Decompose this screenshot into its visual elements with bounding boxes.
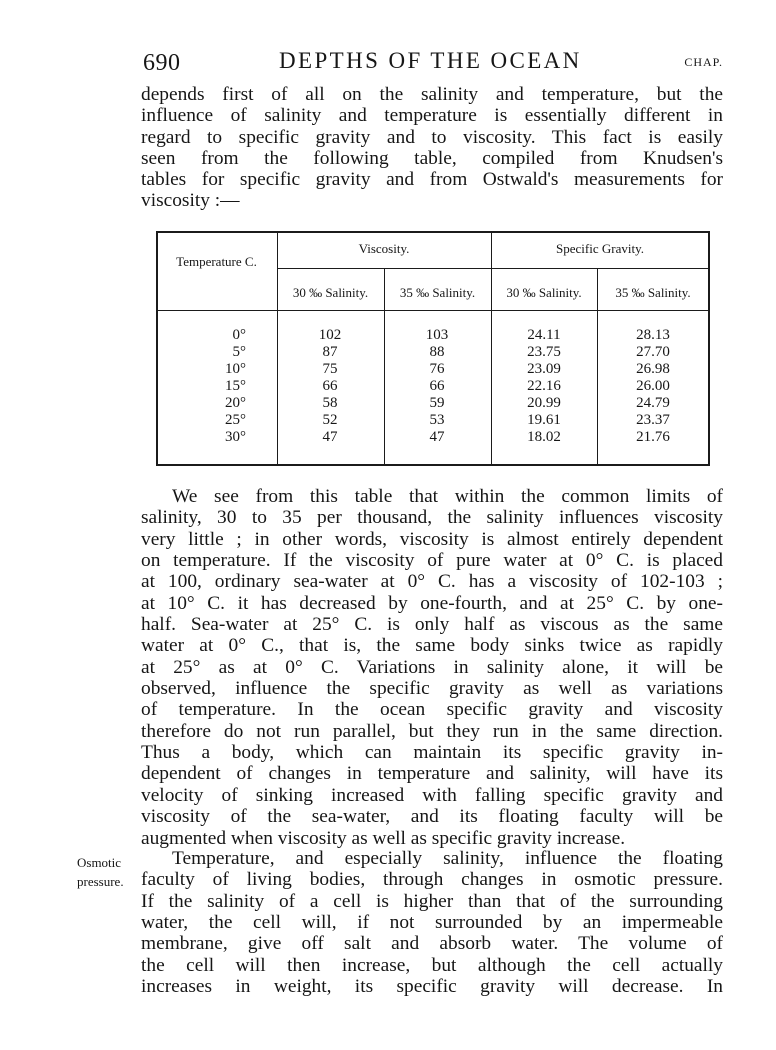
cell-visc-30: 66 (322, 378, 338, 394)
cell-visc-35: 47 (429, 429, 445, 445)
cell-sg-30: 19.61 (527, 412, 561, 428)
text-line: water at 0° C., that is, the same body sinks twice as rapidly (141, 635, 723, 657)
cell-sg-30: 23.75 (527, 344, 561, 360)
text-line: therefore do not run parallel, but they run in the same direction. (141, 720, 723, 742)
cell-visc-30: 102 (318, 327, 342, 343)
table-subheader-rule (277, 268, 709, 269)
text-line: the cell will then increase, but although the cell actually (141, 954, 723, 976)
cell-sg-35: 26.00 (636, 378, 670, 394)
table-row (156, 429, 710, 447)
running-title: DEPTHS OF THE OCEAN (279, 48, 582, 73)
text-line: at 100, ordinary sea-water at 0° C. has a viscosity of 102-103 ; (141, 571, 723, 593)
table-header-rule (156, 310, 710, 311)
cell-visc-30: 58 (322, 395, 338, 411)
table-row (156, 412, 710, 430)
col-header-visc-35: 35 ‰ Salinity. (399, 285, 476, 300)
margin-note-osmotic-pressure (77, 853, 139, 891)
table-bottom-rule (156, 464, 710, 466)
cell-sg-35: 26.98 (636, 361, 670, 377)
text-line: water, the cell will, if not surrounded by an impermeable (141, 912, 723, 934)
cell-temperature: 25° (225, 412, 246, 428)
cell-temperature: 15° (225, 378, 246, 394)
text-line: viscosity :— (141, 190, 240, 212)
table-row (156, 361, 710, 379)
cell-visc-35: 66 (429, 378, 445, 394)
text-line: viscosity of the sea-water, and its floating faculty will be (141, 806, 723, 828)
table-row (156, 395, 710, 413)
cell-temperature: 5° (232, 344, 246, 360)
text-line: of temperature. In the ocean specific gravity and viscosity (141, 699, 723, 721)
text-line: very little ; in other words, viscosity is almost entirely dependent (141, 528, 723, 550)
text-line: observed, influence the specific gravity as well as variations (141, 678, 723, 700)
table-row (156, 327, 710, 345)
page-header (143, 46, 723, 76)
text-line: depends first of all on the salinity and temperature, but the (141, 84, 723, 105)
text-line: at 25° as at 0° C. Variations in salinity alone, it will be (141, 656, 723, 678)
text-line: tables for specific gravity and from Ostwald's measurements for (141, 169, 723, 191)
cell-temperature: 20° (225, 395, 246, 411)
cell-sg-35: 21.76 (636, 429, 670, 445)
cell-sg-30: 20.99 (527, 395, 561, 411)
text-line: seen from the following table, compiled from Knudsen's (141, 147, 723, 169)
cell-sg-30: 18.02 (527, 429, 561, 445)
cell-visc-35: 88 (429, 344, 445, 360)
text-line: augmented when viscosity as well as specific gravity increase. (141, 827, 626, 849)
cell-sg-35: 28.13 (636, 327, 670, 343)
col-header-visc-30: 30 ‰ Salinity. (292, 285, 369, 300)
col-header-sg-35: 35 ‰ Salinity. (615, 285, 691, 300)
intro-paragraph (141, 84, 723, 212)
cell-sg-35: 27.70 (636, 344, 670, 360)
cell-visc-35: 53 (429, 412, 445, 428)
text-line: influence of salinity and temperature is essentially different in (141, 105, 723, 127)
text-line: velocity of sinking increased with falling specific gravity and (141, 784, 723, 806)
cell-visc-30: 75 (322, 361, 338, 377)
cell-sg-30: 23.09 (527, 361, 561, 377)
cell-temperature: 10° (225, 361, 246, 377)
text-line: on temperature. If the viscosity of pure water at 0° C. is placed (141, 550, 723, 572)
table-row (156, 378, 710, 396)
text-line: We see from this table that within the common limits of (172, 486, 723, 507)
temperature-header: Temperature C. (176, 254, 257, 269)
margin-note-line: pressure. (77, 874, 124, 889)
gravity-header: Specific Gravity. (556, 241, 644, 256)
table-row (156, 344, 710, 362)
cell-sg-35: 24.79 (636, 395, 670, 411)
cell-temperature: 30° (225, 429, 246, 445)
cell-visc-30: 47 (322, 429, 338, 445)
cell-visc-30: 52 (322, 412, 338, 428)
osmotic-paragraph (141, 848, 723, 997)
text-line: faculty of living bodies, through changes in osmotic pressure. (141, 869, 723, 891)
viscosity-gravity-table (156, 231, 710, 466)
cell-sg-35: 23.37 (636, 412, 670, 428)
text-line: regard to specific gravity and to viscosity. This fact is easily (141, 126, 723, 148)
cell-visc-35: 103 (425, 327, 449, 343)
text-line: Thus a body, which can maintain its specific gravity in- (141, 742, 723, 764)
col-header-sg-30: 30 ‰ Salinity. (506, 285, 582, 300)
text-line: salinity, 30 to 35 per thousand, the salinity influences viscosity (141, 507, 723, 529)
text-line: membrane, give off salt and absorb water. The volume of (141, 933, 723, 955)
text-line: Temperature, and especially salinity, influence the floating (172, 848, 723, 869)
page-number: 690 (143, 50, 181, 76)
text-line: at 10° C. it has decreased by one-fourth, and at 25° C. by one- (141, 592, 723, 614)
text-line: half. Sea-water at 25° C. is only half as viscous as the same (141, 614, 723, 636)
text-line: If the salinity of a cell is higher than that of the surrounding (141, 890, 723, 912)
cell-temperature: 0° (232, 327, 246, 343)
chapter-label: CHAP. (684, 55, 723, 69)
cell-sg-30: 24.11 (527, 327, 561, 343)
cell-visc-35: 59 (429, 395, 445, 411)
viscosity-header: Viscosity. (358, 241, 410, 256)
discussion-paragraph (141, 486, 723, 849)
text-line: increases in weight, its specific gravity will decrease. In (141, 976, 723, 998)
text-line: dependent of changes in temperature and salinity, will have its (141, 763, 723, 785)
cell-visc-30: 87 (322, 344, 338, 360)
cell-sg-30: 22.16 (527, 378, 561, 394)
cell-visc-35: 76 (429, 361, 445, 377)
margin-note-line: Osmotic (77, 855, 122, 870)
table-top-rule (156, 231, 710, 233)
